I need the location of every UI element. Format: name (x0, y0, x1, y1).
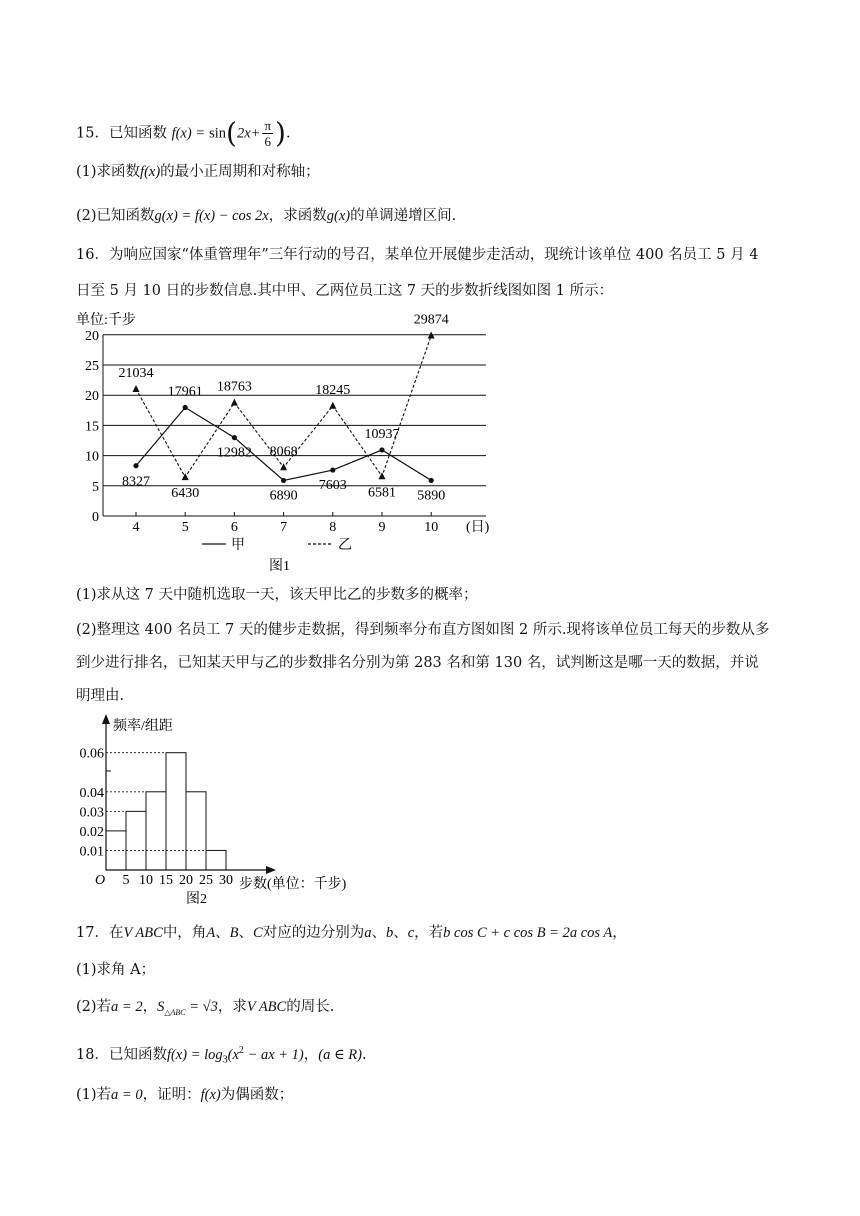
fig1-point-jia (232, 435, 237, 440)
q17-p2-triangle: V ABC (246, 999, 287, 1015)
fig1-x-tick-label: 7 (280, 520, 288, 535)
fig1-x-tick-label: 9 (378, 520, 386, 535)
q18-end: . (362, 1046, 367, 1063)
q15-stem: 15．已知函数 f(x) = sin(2x+ $\frac{\pi}{6}$ )． (76, 116, 301, 150)
q17-p2-eq: = √3 (185, 999, 218, 1015)
q18-condition: (a ∈ R) (318, 1046, 362, 1063)
fig1-x-tick-label: 6 (230, 520, 238, 535)
q17-equation: b cos C + c cos B = 2a cos A (443, 925, 613, 941)
q18-p1-text-a: (1)若 (76, 1087, 112, 1103)
q15-fx: f(x) (171, 125, 192, 142)
fig1-label-yi: 21034 (118, 365, 154, 381)
fig1-label-jia: 12982 (216, 445, 252, 461)
fig2-x-tick-label: 15 (159, 873, 173, 888)
fig1-label-yi: 6581 (368, 485, 396, 501)
fig2-x-tick-label: 20 (179, 873, 193, 888)
fig1-label-yi: 29874 (413, 312, 449, 328)
fig1-point-yi (231, 399, 238, 406)
q17-angle-b: B (229, 925, 239, 941)
q18-p1-text-b: ，证明： (142, 1087, 201, 1103)
fig2-y-tick-label: 0.03 (79, 805, 104, 821)
fig2-y-tick-label: 0.01 (79, 844, 104, 860)
q17-p2-a-eq: a = 2 (111, 999, 143, 1015)
q15-p1-fx: f(x) (140, 164, 161, 180)
fig1-label-yi: 18245 (315, 382, 351, 398)
q17-p2-text-c: ，求 (217, 999, 247, 1015)
q15-p2-text-b: ，求函数 (268, 208, 327, 224)
q17-sep-3: 、 (371, 925, 386, 941)
q16-part2-line1: (2)整理这 400 名员工 7 天的健步走数据，得到频率分布直方图如图 2 所示.现将该单位员工每天的步数从多 (76, 622, 770, 638)
q15-p1-text-a: (1)求函数 (76, 164, 141, 180)
q18-base: 3 (222, 1054, 228, 1066)
fig1-legend-jia: 甲 (231, 538, 245, 553)
fig2-xlabel: 步数(单位：千步) (239, 877, 347, 892)
fig2-bar (146, 792, 166, 870)
fig1-label-jia: 7603 (318, 478, 347, 494)
fig2-x-tick-label: 10 (139, 873, 153, 888)
fig1-x-tick-label: 5 (181, 520, 189, 535)
fig2-caption: 图2 (186, 892, 207, 907)
fig1-x-ticks (133, 520, 439, 535)
q18-expr: f(x) = log (166, 1046, 223, 1063)
fig1-legend-yi: 乙 (338, 538, 352, 553)
q16-line2: 日至 5 月 10 日的步数信息.其中甲、乙两位员工这 7 天的步数折线图如图 1 所示： (76, 283, 614, 299)
q17-angle-a: A (206, 925, 216, 941)
fig1-point-jia (281, 478, 286, 483)
q17-stem (76, 923, 627, 943)
fig1-label-yi: 8068 (269, 444, 298, 460)
fig2-bar (186, 792, 206, 870)
fig1-y-tick-label: 0 (92, 510, 99, 525)
q15-fraction (262, 118, 273, 149)
q16-line1: 16．为响应国家“体重管理年”三年行动的号召，某单位开展健步走活动，现统计该单位 400 名员工 5 月 4 (76, 247, 759, 263)
fig1-label-jia: 17961 (167, 384, 203, 400)
q15-sin: sin (209, 125, 227, 142)
q17-side-c: c (407, 925, 415, 941)
fig1-point-jia (133, 463, 138, 468)
fig2-x-tick-label: 5 (122, 873, 130, 888)
fig1-y-tick-label: 15 (85, 419, 99, 435)
figure2-histogram (0, 712, 860, 912)
fig2-bar (126, 811, 146, 870)
q15-p2-text-c: 的单调递增区间. (350, 208, 457, 224)
fig1-x-tick-label: 8 (329, 520, 337, 535)
q17-p2-text-d: 的周长. (286, 999, 335, 1015)
q17-p2-text-b: ， (142, 999, 158, 1015)
fig2-origin: O (95, 873, 106, 888)
fig1-label-yi: 18763 (216, 379, 252, 395)
q15-pi: π (264, 118, 272, 133)
fig2-ylabel: 频率/组距 (113, 719, 173, 734)
q15-intro: 15．已知函数 (76, 125, 167, 142)
fig2-y-arrow (102, 714, 110, 724)
fig2-y-tick-label: 0.06 (79, 746, 104, 762)
q15-part2 (76, 206, 456, 226)
fig1-point-jia (183, 405, 188, 410)
q17-part2 (76, 997, 334, 1023)
q18-square: 2 (238, 1045, 244, 1056)
q18-p1-text-c: 为偶函数； (220, 1087, 294, 1103)
q17-sep-2: 、 (238, 925, 254, 941)
q15-p2-expr: g(x) = f(x) − cos 2x (154, 208, 269, 224)
fig1-label-jia: 6890 (269, 488, 298, 504)
q18-stem (76, 1041, 367, 1071)
q18-expr3: − ax + 1) (243, 1046, 304, 1063)
fig1-y-tick-label: 25 (85, 359, 99, 374)
fig1-point-yi (182, 473, 189, 480)
fig1-point-yi (329, 402, 336, 409)
fig2-bar (166, 753, 186, 870)
q15-eq: = (196, 125, 205, 142)
fig2-x-arrow (266, 866, 276, 874)
fig1-point-jia (379, 447, 384, 452)
q18-part1 (76, 1085, 293, 1105)
fig1-y-tick-label: 5 (92, 479, 99, 495)
q18-p1-eq: a = 0 (111, 1087, 143, 1103)
fig2-y-tick-label: 0.04 (79, 785, 104, 801)
q17-p2-sub: △ABC (164, 1007, 186, 1017)
q18-comma: ， (303, 1046, 319, 1063)
q17-p2-text-a: (2)若 (76, 999, 112, 1015)
q17-triangle: V ABC (123, 925, 163, 941)
q17-part1: (1)求角 A； (76, 962, 156, 978)
fig1-series (133, 332, 435, 483)
fig1-y-ticks (85, 329, 99, 525)
q17-side-b: b (385, 925, 394, 941)
fig1-label-jia: 10937 (364, 426, 400, 442)
fig1-data-labels (119, 313, 449, 504)
q17-side-a: a (364, 925, 372, 941)
fig1-caption: 图1 (269, 559, 290, 574)
fig2-y-tick-label: 0.02 (79, 824, 104, 840)
fig1-label-jia: 8327 (122, 474, 150, 490)
fig2-x-tick-label: 25 (199, 873, 213, 888)
fig1-point-jia (330, 467, 335, 472)
q17-text-c: 对应的边分别为 (262, 925, 365, 941)
q16-part2-line3: 明理由. (76, 688, 125, 704)
q15-end: ． (285, 125, 301, 142)
fig1-unit-label: 单位:千步 (76, 313, 136, 328)
q17-text-b: 中，角 (162, 925, 207, 941)
q15-p1-text-b: 的最小正周期和对称轴； (160, 164, 320, 180)
fig1-label-jia: 5890 (417, 488, 446, 504)
q17-sep-4: 、 (393, 925, 408, 941)
q18-expr2: (x (227, 1046, 239, 1063)
q16-part2-line2: 到少进行排名，已知某天甲与乙的步数排名分别为第 283 名和第 130 名，试判断这是哪一天的数据，并说 (76, 655, 759, 671)
q17-text-d: ，若 (414, 925, 444, 941)
q17-angle-c: C (253, 925, 263, 941)
q17-text-e: ， (612, 925, 627, 941)
fig2-bar (206, 850, 226, 870)
q15-arg: 2x+ (236, 125, 261, 142)
fig1-label-yi: 6430 (171, 486, 200, 502)
fig1-x-unit: (日) (466, 520, 490, 535)
fig1-y-tick-label: 20 (85, 328, 99, 344)
fig1-point-jia (429, 478, 434, 483)
q17-text-a: 17．在 (76, 925, 124, 941)
q15-part1 (76, 162, 320, 182)
q17-sep-1: 、 (215, 925, 230, 941)
fig2-x-ticks (123, 873, 234, 888)
figure1-line-chart (0, 300, 860, 580)
fig2-y-ticks (80, 747, 105, 860)
fig1-point-yi (133, 385, 140, 392)
q15-p2-text-a: (2)已知函数 (76, 208, 155, 224)
fig1-y-tick-label: 20 (85, 389, 99, 405)
q15-p2-gx: g(x) (326, 208, 351, 224)
fig2-guide-lines (106, 753, 206, 851)
q17-p2-S: S (157, 999, 165, 1015)
fig1-y-tick-label: 10 (85, 449, 99, 465)
fig1-x-tick-label: 10 (424, 520, 439, 535)
q18-p1-fx: f(x) (200, 1087, 221, 1103)
fig2-x-tick-label: 30 (219, 873, 233, 888)
q18-intro: 18．已知函数 (76, 1046, 167, 1063)
q15-six: 6 (264, 134, 271, 149)
fig1-x-tick-label: 4 (132, 520, 140, 535)
q16-part1: (1)求从这 7 天中随机选取一天，该天甲比乙的步数多的概率； (76, 587, 478, 603)
